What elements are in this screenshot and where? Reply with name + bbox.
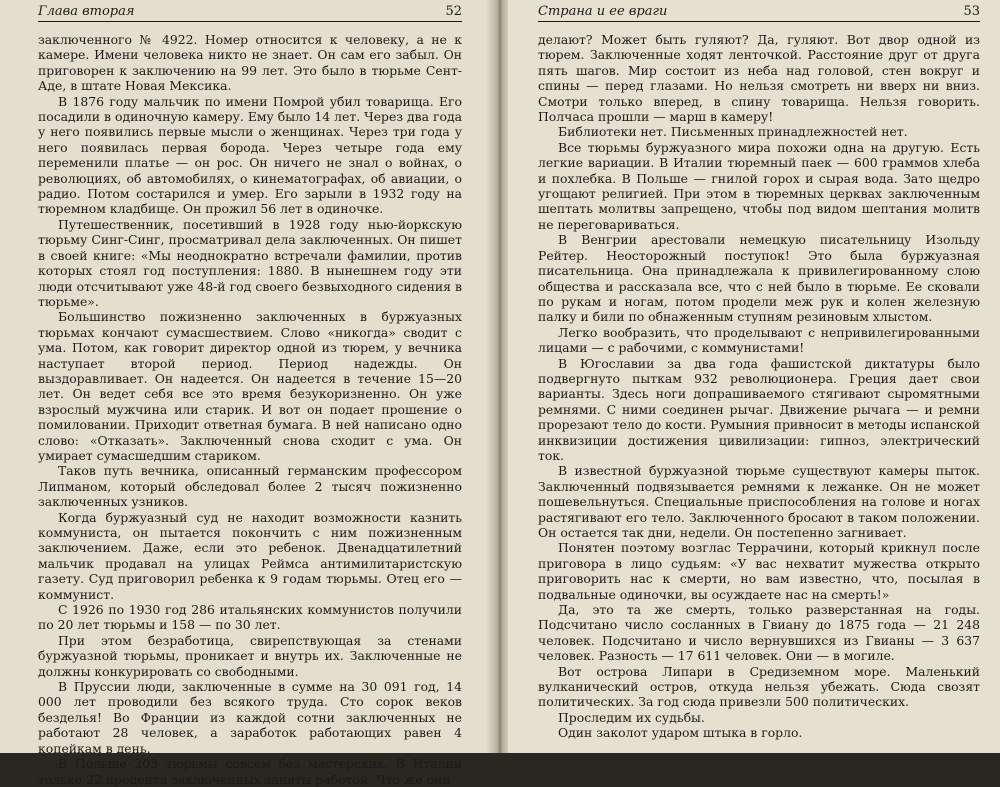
paragraph: Проследим их судьбы. — [558, 709, 705, 725]
paragraph: В 1876 году мальчик по имени Помрой убил товарища. Его посадили в одиночную камеру. Ему было 14 лет. Через два года у него появились первые мысли о женщинах. Через три года у него появилась первая борода. Через четыре года ему переменили платье — он рос. Он ничего не знал о войнах, о революциях, об автомобилях, о кинематографах, об авиации, о радио. Потом состарился и умер. Его зарыли в 1932 году на тюремном кладбище. Он прожил 56 лет в одиночке. — [38, 93, 462, 217]
paragraph: Все тюрьмы буржуазного мира похожи одна на другую. Есть легкие вариации. В Италии тюремный паек — 600 граммов хлеба и похлебка. В Польше — гнилой горох и сырая вода. Зато щедро угощают религией. При этом в тюремных церквах заключенным шептать молитвы запрещено, чтобы под видом шептания молитв не переговариваться. — [538, 139, 980, 232]
paragraph: Путешественник, посетивший в 1928 году нью-йоркскую тюрьму Синг-Синг, просматривал дела заключенных. Он пишет в своей книге: «Мы неоднократно встречали фамилии, против которых стоял год поступления: 1880. В нынешнем году эти люди отсчитывают уже 48-й год своего безвыходного сидения в тюрьме». — [38, 216, 462, 309]
paragraph: В Пруссии люди, заключенные в сумме на 30 091 год, 14 000 лет проводили без всякого труда. Сто сорок веков безделья! Во Франции из каждой сотни заключенных не работают 28 человек, а заработок работающих равен 4 копейкам в день. — [38, 679, 462, 756]
paragraph: Вот острова Липари в Средиземном море. Маленький вулканический остров, откуда нельзя убежать. Сюда свозят политических. За год сюда привезли 500 политических. — [538, 663, 980, 710]
paragraph: делают? Может быть гуляют? Да, гуляют. Вот двор одной из тюрем. Заключенные ходят ленточкой. Расстояние друг от друга пять шагов. Мир состоит из неба над головой, стен вокруг и спины — перед глазами. Но нельзя смотреть ни вверх ни вниз. Смотри только вперед, в спину товарища. Нельзя говорить. Полчаса прошли — марш в камеру! — [538, 32, 980, 125]
right-running-head — [538, 0, 980, 22]
left-page — [0, 0, 492, 787]
right-page-number: 53 — [963, 4, 980, 19]
paragraph: Большинство пожизненно заключенных в буржуазных тюрьмах кончают сумасшествием. Слово «никогда» сводит с ума. Потом, как говорит директор одной из тюрем, у вечника наступает второй период. Период надежды. Он выздоравливает. Он надеется. Он надеется в течение 15—20 лет. Он ведет себя все это время безукоризненно. Он уже взрослый мужчина или старик. И вот он подает прошение о помиловании. Приходит ответная бумага. В ней написано одно слово: «Отказать». Заключенный снова сходит с ума. Он умирает сумасшедшим стариком. — [38, 309, 462, 463]
paragraph: Легко вообразить, что проделывают с непривилегированными лицами — с рабочими, с коммунистами! — [538, 324, 980, 356]
left-page-text — [20, 32, 462, 787]
paragraph: Библиотеки нет. Письменных принадлежностей нет. — [558, 124, 908, 140]
left-page-number: 52 — [445, 4, 462, 19]
paragraph: Понятен поэтому возглас Террачини, который крикнул после приговора в лицо судьям: «У вас нехватит мужества открыто приговорить нас к смерти, но вам известно, что, посылая в подвальные одиночки, вы осуждаете нас на смерть!» — [538, 540, 980, 602]
left-running-head — [38, 0, 462, 22]
right-page-text — [538, 32, 980, 741]
paragraph: Когда буржуазный суд не находит возможности казнить коммуниста, он пытается покончить с ним пожизненным заключением. Даже, если это ребенок. Двенадцатилетний мальчик продавал на улицах Реймса антимилитаристскую газету. Суд приговорил ребенка к 9 годам тюрьмы. Отец его — коммунист. — [38, 509, 462, 602]
paragraph: В Польше 203 тюрьмы совсем без мастерских. В Италии только 22 процента заключенных заняты работой. Что же они — [38, 756, 462, 787]
right-chapter-title: Страна и ее враги — [538, 4, 668, 19]
paragraph: При этом безработица, свирепствующая за стенами буржуазной тюрьмы, проникает и внутрь их. Заключенные не должны конкурировать со свободными. — [38, 632, 462, 679]
left-chapter-title: Глава вторая — [38, 4, 135, 19]
right-page — [508, 0, 1000, 753]
paragraph: Таков путь вечника, описанный германским профессором Липманом, который обследовал более 2 тысяч пожизненно заключенных узников. — [38, 463, 462, 510]
paragraph: Да, это та же смерть, только разверстанная на годы. Подсчитано число сосланных в Гвиану до 1875 года — 21 248 человек. Подсчитано и число вернувшихся из Гвианы — 3 637 человек. Разность — 17 611 человек. Они — в могиле. — [538, 602, 980, 664]
paragraph: В Венгрии арестовали немецкую писательницу Изольду Рейтер. Неосторожный поступок! Это была буржуазная писательница. Она принадлежала к привилегированному слою общества и рассказала все, что с ней было в тюрьме. Ее сковали по рукам и ногам, потом продели меж рук и колен железную палку и били по обнаженным ступням резиновым хлыстом. — [538, 232, 980, 325]
paragraph: С 1926 по 1930 год 286 итальянских коммунистов получили по 20 лет тюрьмы и 158 — по 30 лет. — [38, 602, 462, 633]
paragraph: заключенного № 4922. Номер относится к человеку, а не к камере. Имени человека никто не знает. Он сам его забыл. Он приговорен к заключению на 99 лет. Это было в тюрьме Сент-Аде, в штате Новая Мексика. — [38, 32, 462, 94]
paragraph: В известной буржуазной тюрьме существуют камеры пыток. Заключенный подвязывается ремнями к лежанке. Он не может пошевельнуться. Специальные приспособления на голове и ногах растягивают его тело. Заключенного бросают в таком положении. Он остается так дни, недели. Он постепенно загнивает. — [538, 463, 980, 540]
paragraph: Один заколот ударом штыка в горло. — [558, 725, 803, 741]
paragraph: В Югославии за два года фашистской диктатуры было подвергнуто пыткам 932 революционера. Греция дает свои варианты. Здесь ноги допрашиваемого стягивают сыромятными ремнями. С ними соединен рычаг. Движение рычага — и ремни прорезают тело до кости. Румыния привносит в методы испанской инквизиции достижения цивилизации: гипноз, электрический ток. — [538, 355, 980, 463]
